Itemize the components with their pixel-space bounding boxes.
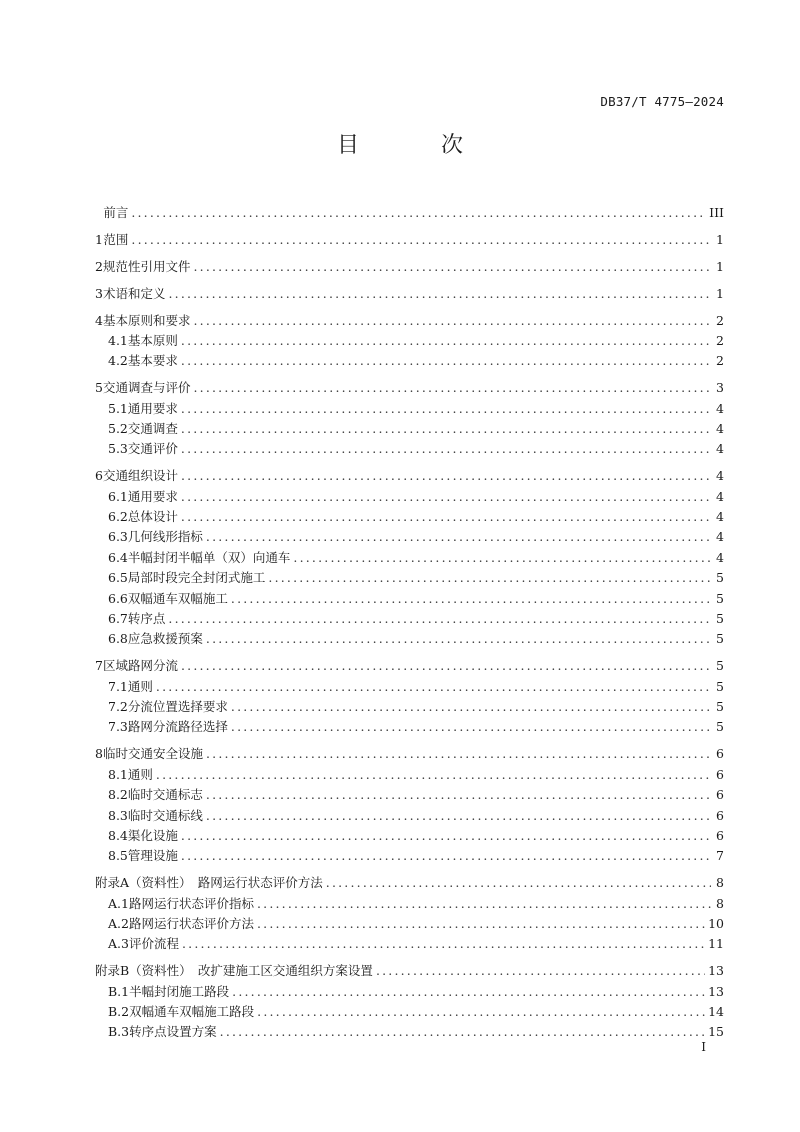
toc-leader-dots	[156, 679, 711, 694]
toc-entry[interactable]	[95, 331, 724, 351]
toc-entry[interactable]	[95, 419, 724, 439]
toc-entry-number: 2	[95, 258, 103, 274]
toc-entry-label: 路网分流路径选择	[127, 719, 228, 735]
toc-entry-page: 5	[716, 570, 724, 586]
toc-leader-dots	[193, 259, 711, 274]
toc-entry-page: 6	[716, 827, 724, 843]
toc-leader-dots	[181, 848, 711, 863]
toc-entry-number: 8.2	[108, 787, 128, 803]
toc-entry[interactable]	[95, 873, 724, 893]
toc-entry[interactable]	[95, 466, 724, 486]
page-title: 目 次	[336, 133, 493, 158]
toc-leader-dots	[181, 421, 711, 436]
toc-entry-label: 术语和定义	[102, 285, 166, 301]
toc-entry-label: 通则	[127, 678, 153, 694]
toc-entry-number: 5.2	[108, 421, 128, 437]
toc-entry-label: 通则	[127, 766, 153, 782]
toc-entry[interactable]	[95, 697, 724, 717]
toc-entry-label: 范围	[103, 231, 129, 247]
toc-entry[interactable]	[95, 548, 724, 568]
toc-entry-label: 分流位置选择要求	[127, 699, 228, 715]
toc-entry-label: 基本原则和要求	[102, 312, 191, 328]
toc-entry-label: 前言	[103, 205, 129, 220]
toc-entry[interactable]	[95, 507, 724, 527]
toc-leader-dots	[206, 808, 711, 823]
toc-entry[interactable]	[95, 609, 724, 629]
toc-entry-number: 4	[95, 312, 103, 328]
toc-entry-label: 规范性引用文件	[102, 258, 191, 274]
document-code: DB37/T 4775—2024	[600, 94, 724, 109]
toc-entry-page: 4	[716, 488, 724, 504]
toc-entry[interactable]	[95, 1002, 724, 1022]
toc-entry-number: A.2	[108, 916, 129, 931]
toc-leader-dots	[293, 550, 711, 565]
toc-entry-label: 半幅封闭施工路段	[129, 983, 230, 999]
toc-leader-dots	[131, 232, 711, 247]
toc-entry[interactable]	[95, 656, 724, 676]
toc-leader-dots	[181, 353, 711, 368]
toc-entry-number: 6.8	[108, 631, 128, 647]
toc-entry-number: 6.5	[108, 570, 128, 586]
toc-entry-label: 双幅通车双幅施工路段	[129, 1004, 255, 1020]
toc-entry-number: 4.1	[108, 332, 128, 348]
toc-entry-page: 2	[716, 353, 724, 369]
toc-entry-label: 区域路网分流	[102, 658, 178, 674]
toc-entry-page: 4	[716, 468, 724, 484]
toc-entry-number: 6.1	[108, 488, 128, 504]
toc-entry-label: 基本要求	[127, 353, 178, 369]
toc-entry-number: 3	[95, 285, 103, 301]
toc-leader-dots	[268, 570, 711, 585]
toc-entry-number: 6.4	[108, 549, 128, 565]
toc-entry[interactable]	[95, 717, 724, 737]
toc-entry-label: 应急救援预案	[127, 631, 203, 647]
toc-leader-dots	[231, 699, 711, 714]
toc-entry-label: 路网运行状态评价指标	[128, 895, 254, 911]
toc-entry-page: 13	[708, 983, 724, 999]
toc-entry[interactable]	[95, 677, 724, 697]
toc-entry-label: 几何线形指标	[127, 529, 203, 545]
toc-leader-dots	[181, 658, 711, 673]
toc-entry-number: 5.1	[108, 400, 128, 416]
toc-entry[interactable]	[95, 914, 724, 934]
toc-entry-page: 4	[716, 441, 724, 457]
toc-leader-dots	[231, 719, 711, 734]
toc-entry-page: 13	[708, 963, 724, 979]
toc-entry-page: 4	[716, 509, 724, 525]
toc-leader-dots	[257, 916, 705, 931]
toc-entry-label: 交通组织设计	[102, 468, 178, 484]
toc-entry[interactable]	[95, 399, 724, 419]
toc-entry-page: 1	[716, 285, 724, 301]
toc-entry-page: 14	[708, 1004, 724, 1020]
toc-entry-page: 6	[716, 766, 724, 782]
toc-entry-page: 11	[708, 936, 724, 952]
toc-entry-page: 2	[716, 332, 724, 348]
toc-entry-page: 6	[716, 746, 724, 762]
toc-entry-label: 双幅通车双幅施工	[127, 590, 228, 606]
toc-entry-number: 6.2	[108, 509, 128, 525]
toc-leader-dots	[131, 205, 706, 220]
toc-entry-number: 6.3	[108, 529, 128, 545]
toc-entry-label: 交通评价	[127, 441, 178, 457]
toc-leader-dots	[326, 875, 711, 890]
toc-entry-label: 管理设施	[127, 848, 178, 864]
toc-entry-page: 2	[716, 312, 724, 328]
toc-leader-dots	[231, 591, 711, 606]
toc-entry[interactable]	[95, 351, 724, 371]
toc-entry-page: III	[709, 205, 724, 220]
toc-leader-dots	[181, 441, 711, 456]
toc-leader-dots	[193, 313, 711, 328]
toc-entry-number: 8.4	[108, 827, 128, 843]
toc-entry-label: 交通调查与评价	[102, 380, 191, 396]
toc-entry-label: 渠化设施	[127, 827, 178, 843]
toc-entry[interactable]	[95, 589, 724, 609]
toc-entry-label: 路网运行状态评价方法	[128, 916, 254, 931]
toc-entry-page: 10	[708, 916, 724, 931]
toc-entry-number: B.3	[108, 1024, 130, 1040]
toc-entry-number: 7.2	[108, 699, 128, 715]
toc-entry[interactable]	[95, 439, 724, 459]
toc-entry-label: 转序点	[127, 611, 166, 627]
toc-entry-number: 7	[95, 658, 103, 674]
toc-entry-number: 5	[95, 380, 103, 396]
toc-leader-dots	[168, 286, 711, 301]
toc-leader-dots	[206, 746, 711, 761]
toc-entry[interactable]	[95, 961, 724, 981]
toc-entry[interactable]	[95, 230, 724, 250]
toc-entry[interactable]	[95, 1022, 724, 1042]
toc-entry-page: 15	[708, 1024, 724, 1040]
toc-entry-number: 8.1	[108, 766, 128, 782]
toc-entry-label: 通用要求	[127, 400, 178, 416]
toc-entry-label: 局部时段完全封闭式施工	[127, 570, 266, 586]
toc-entry-page: 3	[716, 380, 724, 396]
toc-entry-number: B.1	[108, 983, 130, 999]
toc-entry-number: B.2	[108, 1004, 130, 1020]
toc-entry-page: 8	[716, 895, 724, 911]
toc-leader-dots	[182, 936, 705, 951]
toc-leader-dots	[181, 401, 711, 416]
toc-entry[interactable]	[95, 765, 724, 785]
toc-entry-label: 附录A（资料性） 路网运行状态评价方法	[95, 875, 323, 891]
toc-entry-number: 6.6	[108, 590, 128, 606]
toc-entry[interactable]	[95, 487, 724, 507]
toc-entry-number: 1	[95, 231, 103, 247]
toc-leader-dots	[181, 333, 711, 348]
toc-entry-label: 临时交通安全设施	[102, 746, 203, 762]
toc-leader-dots	[156, 767, 711, 782]
toc-entry-page: 6	[716, 807, 724, 823]
toc-entry[interactable]	[95, 527, 724, 547]
toc-entry-number: 8	[95, 746, 103, 762]
toc-entry-number: A.3	[108, 936, 129, 952]
toc-entry-page: 5	[716, 590, 724, 606]
toc-leader-dots	[193, 380, 711, 395]
toc-entry[interactable]	[95, 934, 724, 954]
toc-entry-page: 7	[716, 848, 724, 864]
toc-entry[interactable]	[95, 284, 724, 304]
toc-entry-number: 6.7	[108, 611, 128, 627]
toc-entry-label: 半幅封闭半幅单（双）向通车	[127, 549, 291, 565]
toc-leader-dots	[232, 984, 705, 999]
toc-entry-number: A.1	[108, 895, 129, 911]
toc-entry[interactable]	[95, 378, 724, 398]
toc-entry-number: 8.5	[108, 848, 128, 864]
toc-entry-page: 4	[716, 549, 724, 565]
toc-entry-page: 4	[716, 529, 724, 545]
toc-entry[interactable]	[95, 744, 724, 764]
toc-entry-page: 4	[716, 421, 724, 437]
toc-entry-page: 8	[716, 875, 724, 891]
toc-entry[interactable]	[95, 826, 724, 846]
toc-entry[interactable]	[95, 806, 724, 826]
toc-entry-label: 评价流程	[128, 936, 179, 952]
table-of-contents	[95, 203, 724, 1043]
toc-entry-label: 转序点设置方案	[129, 1024, 217, 1040]
toc-entry-page: 5	[716, 658, 724, 674]
toc-entry-number: 4.2	[108, 353, 128, 369]
toc-entry-number: 5.3	[108, 441, 128, 457]
toc-entry-page: 4	[716, 400, 724, 416]
toc-entry-page: 5	[716, 631, 724, 647]
toc-entry[interactable]	[95, 785, 724, 805]
toc-entry-number: 6	[95, 468, 103, 484]
toc-entry[interactable]	[95, 568, 724, 588]
toc-leader-dots	[257, 1004, 705, 1019]
toc-entry-page: 5	[716, 611, 724, 627]
toc-entry-label: 交通调查	[127, 421, 178, 437]
toc-leader-dots	[376, 963, 705, 978]
toc-leader-dots	[168, 611, 711, 626]
toc-entry-label: 附录B（资料性） 改扩建施工区交通组织方案设置	[95, 963, 373, 979]
toc-entry-number: 8.3	[108, 807, 128, 823]
toc-entry[interactable]	[95, 846, 724, 866]
toc-entry-label: 通用要求	[127, 488, 178, 504]
toc-entry-page: 6	[716, 787, 724, 803]
toc-entry[interactable]	[95, 203, 724, 223]
toc-entry-page: 1	[716, 258, 724, 274]
toc-entry-label: 临时交通标线	[127, 807, 203, 823]
toc-leader-dots	[181, 828, 711, 843]
toc-entry[interactable]	[95, 982, 724, 1002]
toc-entry-label: 总体设计	[127, 509, 178, 525]
toc-leader-dots	[257, 896, 711, 911]
toc-entry[interactable]	[95, 629, 724, 649]
toc-leader-dots	[181, 468, 711, 483]
toc-entry-number: 7.3	[108, 719, 128, 735]
toc-entry-page: 5	[716, 678, 724, 694]
page-number: I	[701, 1040, 706, 1054]
toc-entry[interactable]	[95, 311, 724, 331]
toc-entry-page: 5	[716, 699, 724, 715]
toc-entry[interactable]	[95, 257, 724, 277]
toc-entry[interactable]	[95, 894, 724, 914]
toc-leader-dots	[220, 1024, 705, 1039]
toc-leader-dots	[206, 529, 711, 544]
toc-entry-label: 临时交通标志	[127, 787, 203, 803]
toc-leader-dots	[206, 631, 711, 646]
toc-leader-dots	[181, 509, 711, 524]
toc-entry-page: 1	[716, 231, 724, 247]
toc-leader-dots	[206, 787, 711, 802]
toc-entry-label: 基本原则	[127, 332, 178, 348]
toc-entry-number: 7.1	[108, 678, 128, 694]
toc-entry-page: 5	[716, 719, 724, 735]
toc-leader-dots	[181, 489, 711, 504]
